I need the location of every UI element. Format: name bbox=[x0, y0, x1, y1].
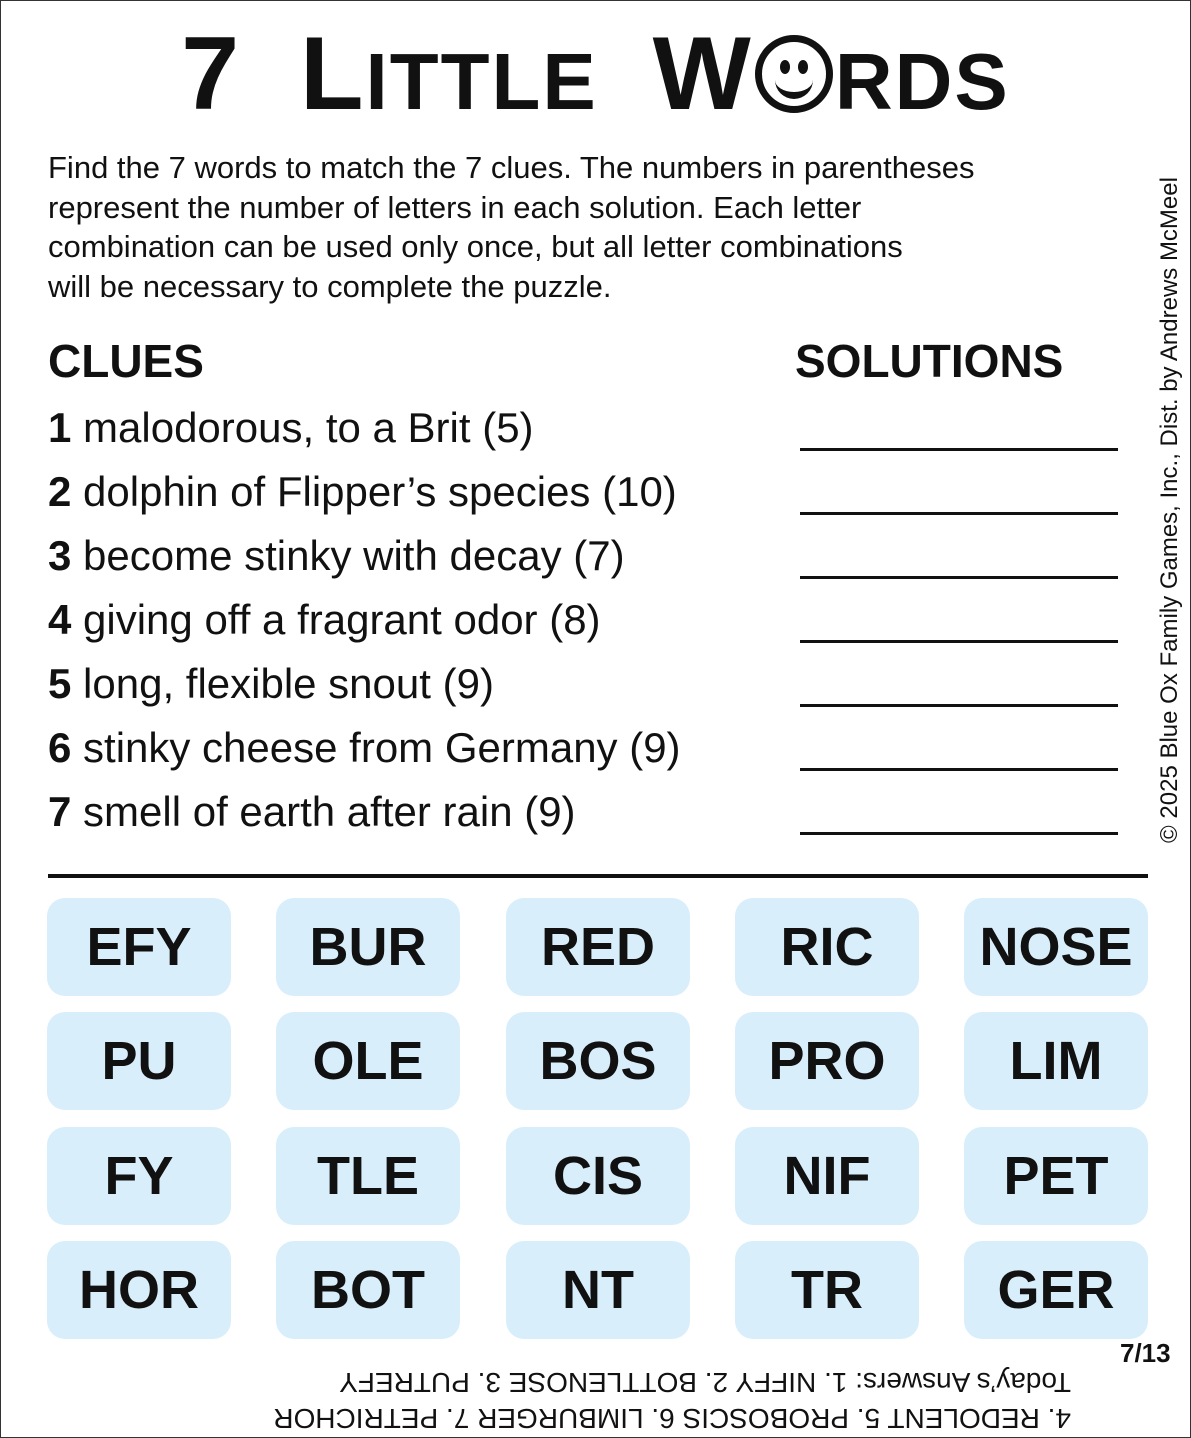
letter-tile[interactable]: PET bbox=[964, 1127, 1148, 1225]
solutions-header: SOLUTIONS bbox=[795, 335, 1064, 387]
solution-blank-6[interactable] bbox=[800, 768, 1118, 771]
title-seven: 7 bbox=[181, 16, 242, 132]
solution-blank-1[interactable] bbox=[800, 448, 1118, 451]
clue-text: malodorous, to a Brit (5) bbox=[83, 404, 534, 451]
letter-tile[interactable]: LIM bbox=[964, 1012, 1148, 1110]
answers-line-2: 4. REDOLENT 5. PROBOSCIS 6. LIMBURGER 7. PETRICHOR bbox=[273, 1403, 1071, 1434]
letter-tile[interactable]: PRO bbox=[735, 1012, 919, 1110]
clue-number: 5 bbox=[48, 660, 72, 707]
copyright-notice: © 2025 Blue Ox Family Games, Inc., Dist. by Andrews McMeel bbox=[1156, 177, 1183, 843]
solution-blank-4[interactable] bbox=[800, 640, 1118, 643]
title-w: W bbox=[652, 16, 753, 132]
solution-blank-5[interactable] bbox=[800, 704, 1118, 707]
clue-number: 6 bbox=[48, 724, 72, 771]
clue-text: giving off a fragrant odor (8) bbox=[83, 596, 601, 643]
answers-block bbox=[0, 1362, 1191, 1438]
clue-3 bbox=[48, 532, 625, 580]
letter-tile[interactable]: NOSE bbox=[964, 898, 1148, 996]
solution-blank-7[interactable] bbox=[800, 832, 1118, 835]
clue-6 bbox=[48, 724, 681, 772]
letter-tile[interactable]: NT bbox=[506, 1241, 690, 1339]
letter-tile[interactable]: PU bbox=[47, 1012, 231, 1110]
letter-tile[interactable]: NIF bbox=[735, 1127, 919, 1225]
letter-tile[interactable]: TR bbox=[735, 1241, 919, 1339]
clue-text: dolphin of Flipper’s species (10) bbox=[83, 468, 677, 515]
solution-blank-3[interactable] bbox=[800, 576, 1118, 579]
letter-tile[interactable]: FY bbox=[47, 1127, 231, 1225]
clue-text: become stinky with decay (7) bbox=[83, 532, 625, 579]
clue-number: 3 bbox=[48, 532, 72, 579]
clue-number: 2 bbox=[48, 468, 72, 515]
clue-number: 4 bbox=[48, 596, 72, 643]
letter-tile[interactable]: BUR bbox=[276, 898, 460, 996]
title-ittle: ITTLE bbox=[365, 37, 598, 126]
clue-7 bbox=[48, 788, 576, 836]
letter-tile[interactable]: RIC bbox=[735, 898, 919, 996]
clue-4 bbox=[48, 596, 601, 644]
puzzle-title bbox=[0, 16, 1191, 132]
letter-tile[interactable]: TLE bbox=[276, 1127, 460, 1225]
puzzle-date: 7/13 bbox=[1120, 1338, 1171, 1368]
clue-text: smell of earth after rain (9) bbox=[83, 788, 576, 835]
clue-5 bbox=[48, 660, 494, 708]
letter-tile[interactable]: BOS bbox=[506, 1012, 690, 1110]
solution-blank-2[interactable] bbox=[800, 512, 1118, 515]
letter-tile[interactable]: EFY bbox=[47, 898, 231, 996]
title-rds: RDS bbox=[834, 37, 1010, 126]
letter-tile[interactable]: RED bbox=[506, 898, 690, 996]
clues-header: CLUES bbox=[48, 335, 204, 387]
smiley-face-icon bbox=[755, 35, 833, 113]
letter-tile[interactable]: GER bbox=[964, 1241, 1148, 1339]
divider bbox=[48, 874, 1148, 878]
clue-2 bbox=[48, 468, 677, 516]
clue-number: 7 bbox=[48, 788, 72, 835]
clue-1 bbox=[48, 404, 534, 452]
clue-text: stinky cheese from Germany (9) bbox=[83, 724, 681, 771]
title-l: L bbox=[300, 16, 366, 132]
letter-tile[interactable]: BOT bbox=[276, 1241, 460, 1339]
instructions: Find the 7 words to match the 7 clues. The numbers in parentheses represent the number of letters in each solution. Each letter combination can be used only once, but all letter combinations will be necessary to complete the puzzle. bbox=[48, 150, 975, 304]
answers-line-1: Today’s Answers: 1. NIFFY 2. BOTTLENOSE 3. PUTREFY bbox=[339, 1367, 1071, 1398]
letter-tile[interactable]: CIS bbox=[506, 1127, 690, 1225]
clue-number: 1 bbox=[48, 404, 72, 451]
clue-text: long, flexible snout (9) bbox=[83, 660, 494, 707]
letter-tile[interactable]: OLE bbox=[276, 1012, 460, 1110]
letter-tile[interactable]: HOR bbox=[47, 1241, 231, 1339]
